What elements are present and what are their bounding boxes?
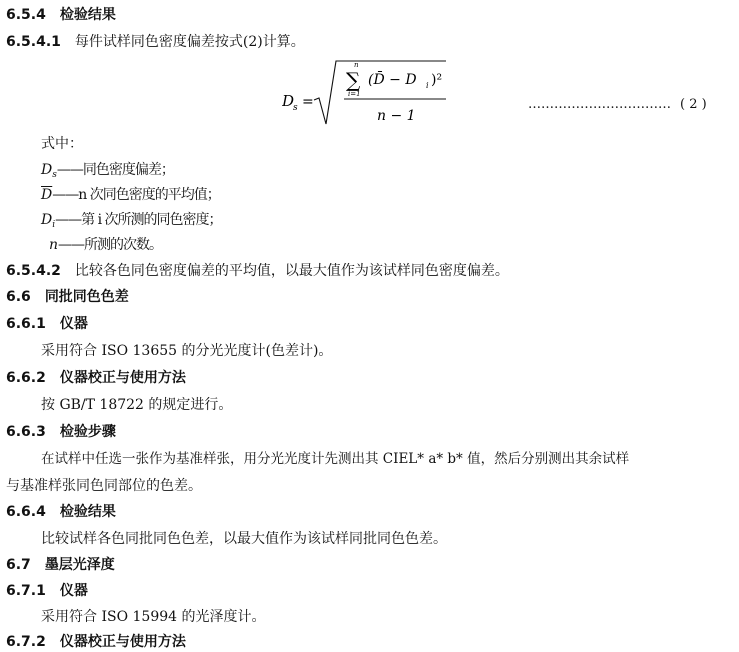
clause-number: 6.5.4.2	[6, 263, 61, 279]
symbol: D	[41, 162, 53, 178]
numerator-exp: )²	[431, 72, 443, 88]
definition: ——同色密度偏差；	[56, 162, 174, 178]
formula-lhs-sub: s	[293, 103, 298, 113]
symbol-sub: s	[52, 170, 57, 180]
section-title: 同批同色色差	[44, 289, 129, 305]
equation-number: ( 2 )	[680, 97, 707, 112]
definition: ——n 次同色密度的平均值；	[52, 187, 220, 203]
numerator-term: (D̄ − D	[368, 72, 417, 88]
heading-6-7	[6, 556, 115, 574]
text-6-6-3-line1: 在试样中任选一张作为基准样张，用分光光度计先测出其 CIEL* a* b* 值，然后分别测出其余试样	[41, 451, 630, 467]
heading-6-6-4	[6, 503, 116, 521]
section-number: 6.6	[6, 289, 31, 305]
section-number: 6.5.4	[6, 7, 46, 23]
section-title: 检验步骤	[59, 424, 116, 440]
heading-6-6-3	[6, 423, 116, 441]
denominator: n − 1	[377, 108, 416, 124]
section-title: 仪器	[59, 583, 88, 599]
text-6-6-2: 按 GB/T 18722 的规定进行。	[41, 397, 233, 413]
formula-equals: =	[302, 94, 314, 110]
text-6-7-1: 采用符合 ISO 15994 的光泽度计。	[41, 609, 266, 625]
definition: ——所测的次数。	[58, 237, 163, 253]
definition: ——第 i 次所测的同色密度；	[55, 212, 222, 228]
section-number: 6.6.2	[6, 370, 46, 386]
symbol-sub: i	[52, 220, 56, 230]
clause-text: 每件试样同色密度偏差按式(2)计算。	[74, 34, 305, 50]
section-number: 6.7.2	[6, 634, 46, 650]
text-6-6-4: 比较试样各色同批同色色差，以最大值作为该试样同批同色色差。	[41, 531, 447, 547]
clause-text: 比较各色同色密度偏差的平均值，以最大值作为该试样同色密度偏差。	[74, 263, 509, 279]
where-item-dbar	[41, 186, 220, 204]
text-6-6-1: 采用符合 ISO 13655 的分光光度计(色差计)。	[41, 343, 333, 359]
formula-lhs: D	[282, 92, 295, 110]
section-number: 6.6.1	[6, 316, 46, 332]
where-item-ds	[41, 161, 174, 184]
paragraph-6-5-4-2	[6, 262, 509, 280]
paragraph-6-5-4-1	[6, 33, 305, 51]
section-number: 6.7	[6, 557, 31, 573]
section-title: 墨层光泽度	[44, 557, 115, 573]
section-number: 6.7.1	[6, 583, 46, 599]
heading-6-7-1	[6, 582, 88, 600]
where-item-n	[49, 236, 162, 254]
text-6-6-3-line2: 与基准样张同色同部位的色差。	[6, 478, 202, 494]
heading-6-6-2	[6, 369, 186, 387]
section-title: 仪器校正与使用方法	[59, 634, 186, 650]
section-title: 仪器校正与使用方法	[59, 370, 186, 386]
numerator-sub: i	[426, 81, 429, 90]
heading-6-6	[6, 288, 129, 306]
section-title: 仪器	[59, 316, 88, 332]
heading-6-7-2	[6, 633, 186, 651]
formula-leader-dots: ……………………………	[528, 97, 671, 112]
heading-6-6-1	[6, 315, 88, 333]
symbol: $\overline{D}$	[41, 187, 53, 203]
section-title: 检验结果	[59, 504, 116, 520]
sum-lower-limit: i=1	[348, 90, 361, 98]
symbol: n	[49, 237, 59, 253]
sigma-symbol: ∑	[346, 68, 361, 92]
clause-number: 6.5.4.1	[6, 34, 61, 50]
where-intro: 式中：	[41, 136, 83, 152]
symbol: D	[41, 212, 53, 228]
sum-upper-limit: n	[354, 61, 359, 69]
section-number: 6.6.3	[6, 424, 46, 440]
formula-2	[282, 58, 542, 130]
heading-6-5-4	[6, 6, 116, 24]
where-item-di	[41, 211, 222, 234]
section-number: 6.6.4	[6, 504, 46, 520]
section-title: 检验结果	[59, 7, 116, 23]
